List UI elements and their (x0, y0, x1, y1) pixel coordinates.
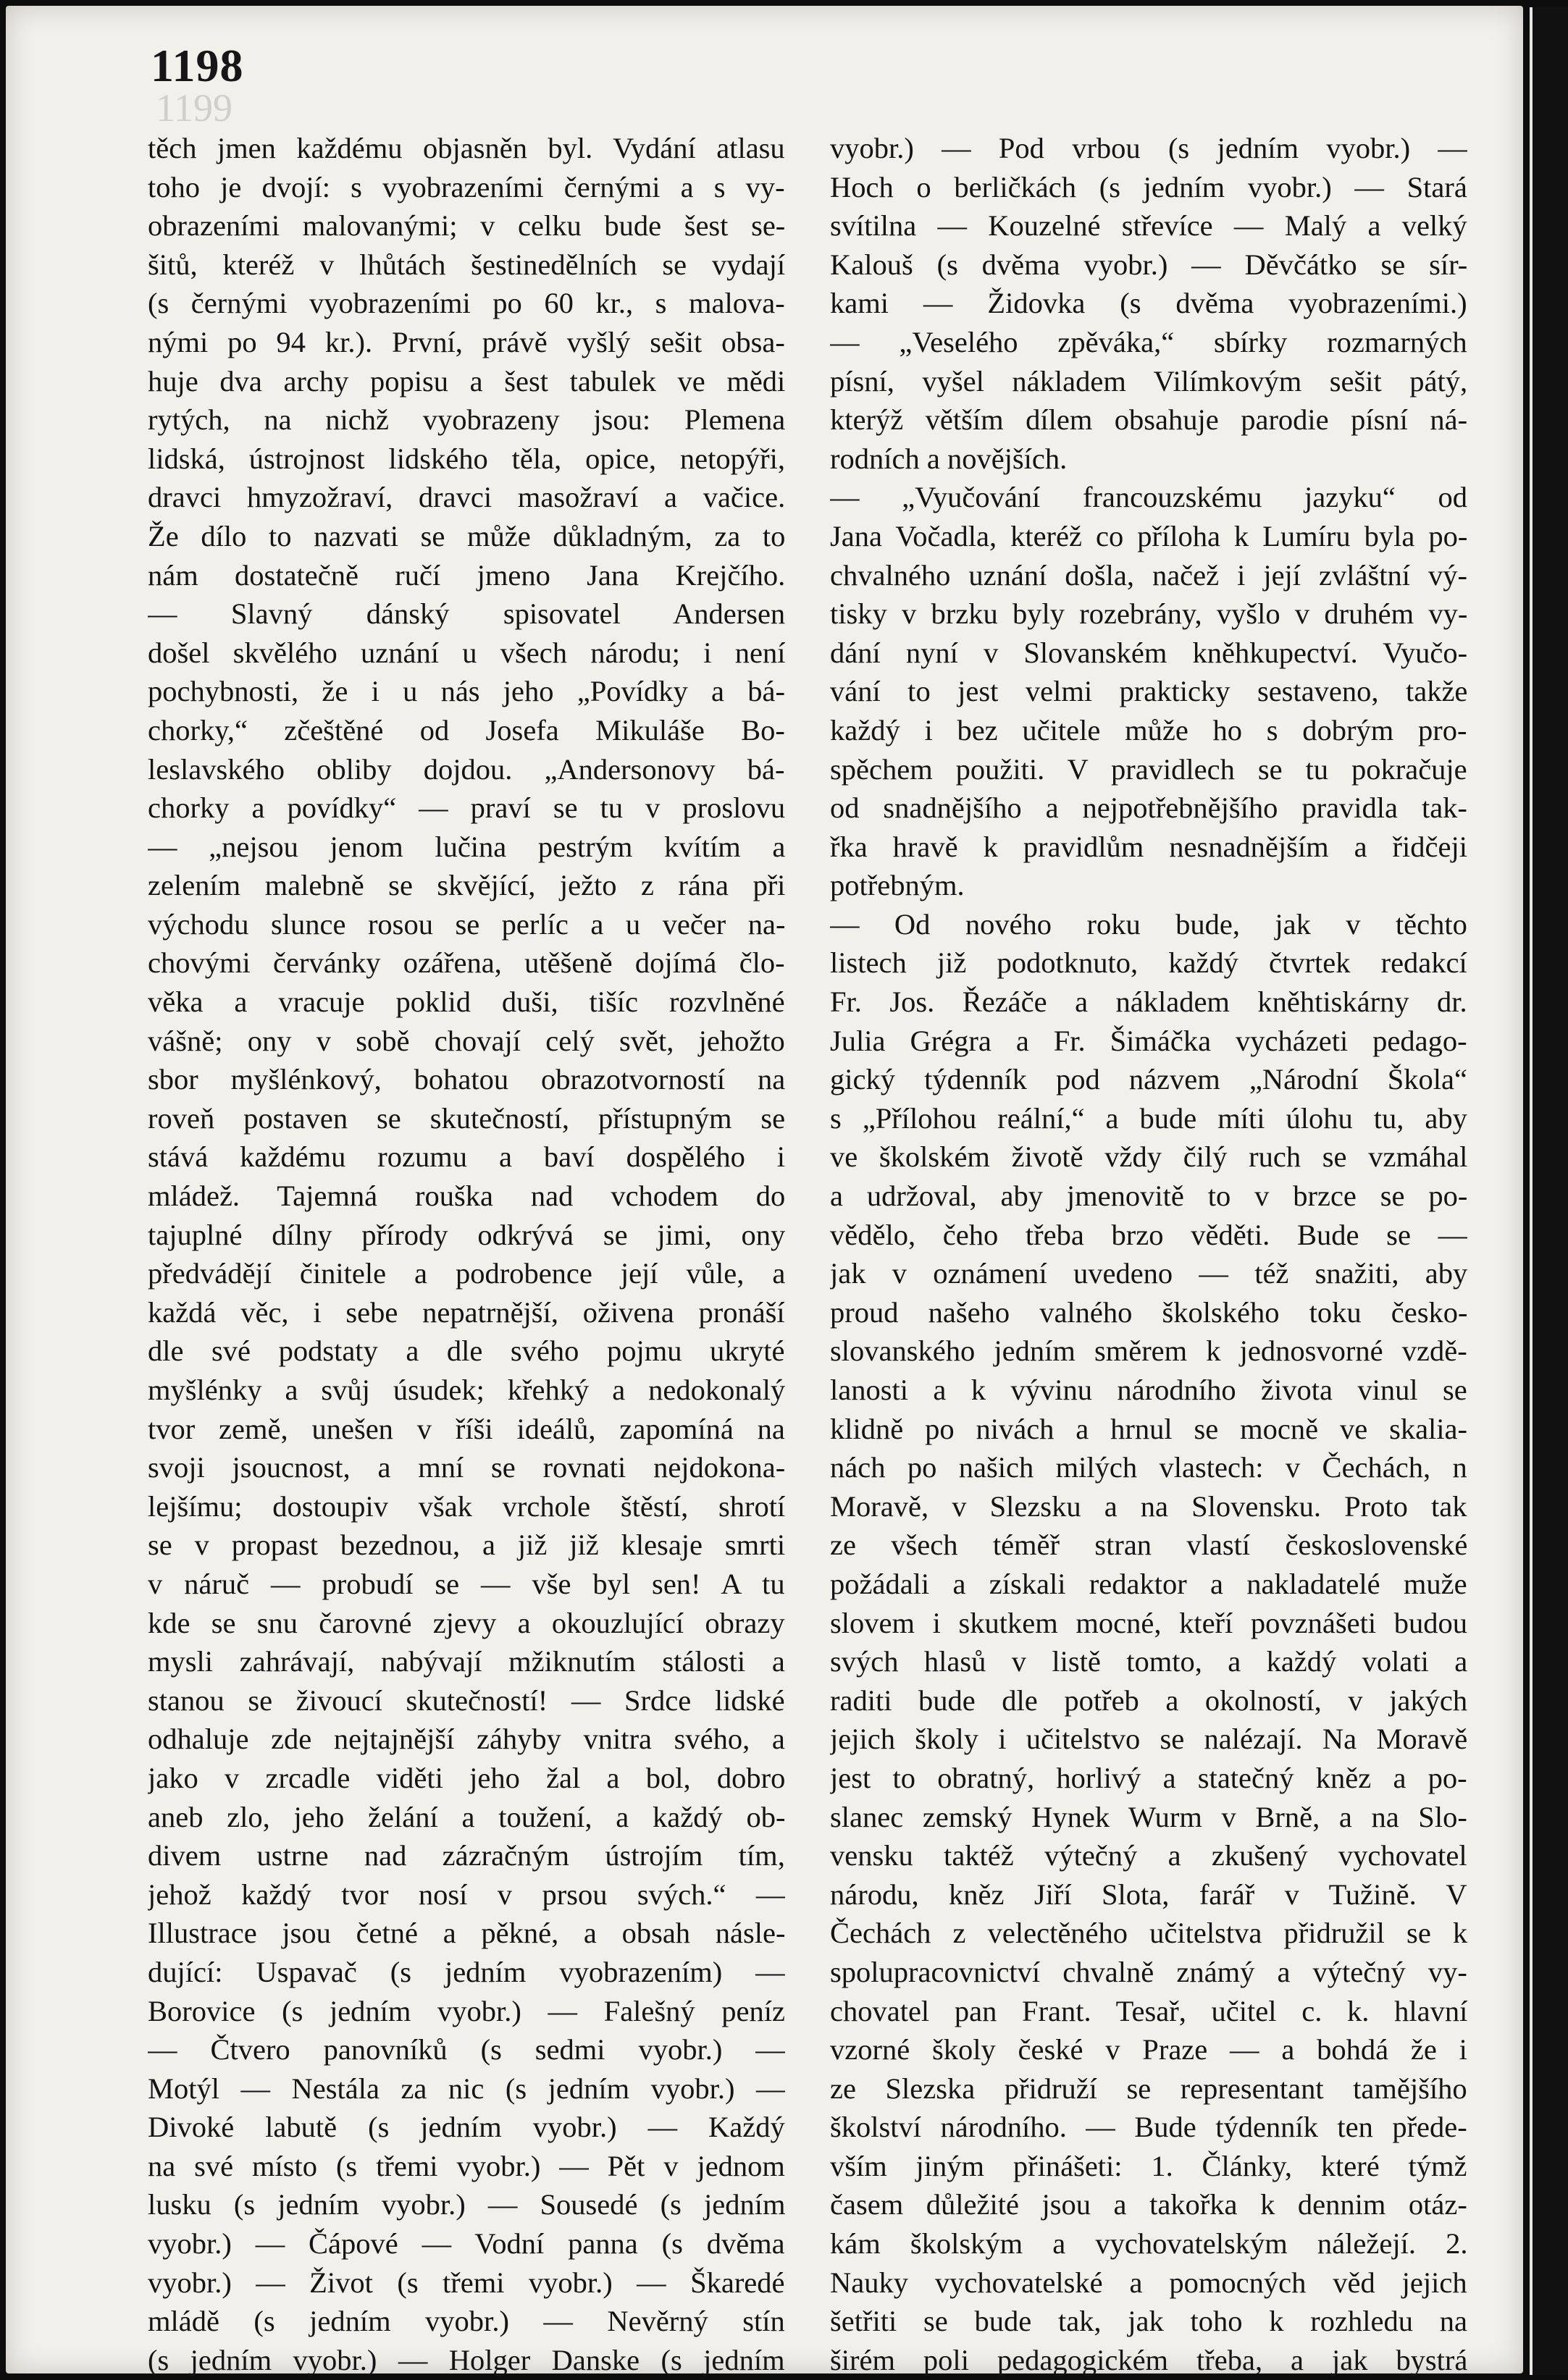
text-line: spěchem použiti. V pravidlech se tu pokračuje (830, 752, 1467, 786)
text-line: tisky v brzku byly rozebrány, vyšlo v druhém vy- (830, 597, 1467, 631)
text-line: myšlénky a svůj úsudek; křehký a nedokonalý (148, 1374, 785, 1406)
text-line: dující: Uspavač (s jedním vyobrazením) — (148, 1955, 785, 1988)
text-line: a udržoval, aby jmenovitě to v brzce se po- (830, 1180, 1467, 1213)
text-line: vyobr.) — Pod vrbou (s jedním vyobr.) — (830, 132, 1467, 164)
text-line: slanec zemský Hynek Wurm v Brně, a na Slo- (830, 1800, 1467, 1833)
text-line: ze všech téměř stran vlastí československé (830, 1529, 1467, 1562)
text-line: písní, vyšel nákladem Vilímkovým sešit pátý, (830, 364, 1467, 398)
text-line: jest to obratný, horlivý a statečný kněz a po- (830, 1761, 1467, 1794)
text-line: dravci hmyzožraví, dravci masožraví a vačice. (148, 481, 785, 514)
text-line: Nauky vychovatelské a pomocných věd jejich (830, 2266, 1467, 2299)
text-line: chovatel pan Frant. Tesař, učitel c. k. hlavní (830, 1994, 1467, 2027)
text-line: — Čtvero panovníků (s sedmi vyobr.) — (148, 2033, 785, 2066)
text-line: slovem i skutkem mocné, kteří povznášeti budou (830, 1606, 1467, 1639)
text-line: národu, kněz Jiří Slota, farář v Tužině. V (830, 1877, 1467, 1911)
text-line: chvalného uznání došla, načež i její zvláštní vý- (830, 558, 1467, 592)
text-line: pochybnosti, že i u nás jeho „Povídky a bá- (148, 675, 785, 708)
text-line: Čechách z velectěného učitelstva přidružil se k (830, 1917, 1467, 1950)
adjacent-page-edge (1530, 7, 1568, 2375)
text-line: těch jmen každému objasněn byl. Vydání atlasu (148, 132, 785, 164)
text-line: kterýž větším dílem obsahuje parodie písní ná- (830, 403, 1467, 437)
text-line: slovanského jedním směrem k jednosvorné vzdě- (830, 1334, 1467, 1368)
text-line: časem důležité jsou a takořka k dennim otáz- (830, 2188, 1467, 2221)
text-line: nými po 94 kr.). První, právě vyšlý sešit obsa- (148, 325, 785, 358)
text-line: toho je dvojí: s vyobrazeními černými a s vy- (148, 170, 785, 203)
page-number: 1198 (151, 40, 244, 91)
text-line: nách po našich milých vlastech: v Čechách, n (830, 1451, 1467, 1484)
text-line: (s jedním vyobr.) — Holger Danske (s jedním (148, 2343, 785, 2376)
text-line: Borovice (s jedním vyobr.) — Falešný peníz (148, 1994, 785, 2027)
left-text-column (148, 129, 785, 2379)
text-line: tajuplné dílny přírody odkrývá se jimi, ony (148, 1218, 785, 1251)
text-line: mládě (s jedním vyobr.) — Nevěrný stín (148, 2305, 785, 2338)
text-line: vyobr.) — Život (s třemi vyobr.) — Škaredé (148, 2266, 785, 2299)
text-line: předvádějí činitele a podrobence její vůle, a (148, 1257, 785, 1290)
text-line: (s černými vyobrazeními po 60 kr., s malova- (148, 287, 785, 320)
text-line: lidská, ústrojnost lidského těla, opice, netopýři, (148, 442, 785, 475)
text-line: každý i bez učitele může ho s dobrým pro- (830, 713, 1467, 747)
text-line: vyobr.) — Čápové — Vodní panna (s dvěma (148, 2227, 785, 2261)
text-line: svých hlasů v listě tomto, a každý volati a (830, 1645, 1467, 1678)
text-line: — „Vyučování francouzskému jazyku“ od (830, 481, 1467, 514)
text-line: mládež. Tajemná rouška nad vchodem do (148, 1180, 785, 1213)
text-line: kám školským a vychovatelským náležejí. 2. (830, 2227, 1467, 2261)
text-line: Julia Grégra a Fr. Šimáčka vycházeti pedago- (830, 1024, 1467, 1057)
text-line: školství národního. — Bude týdenník ten přede- (830, 2111, 1467, 2144)
text-line: chovými červánky ozářena, utěšeně dojímá člo- (148, 946, 785, 980)
text-line: Motýl — Nestála za nic (s jedním vyobr.) — (148, 2072, 785, 2105)
text-line: proud našeho valného školského toku česko- (830, 1295, 1467, 1329)
text-line: vědělo, čeho třeba brzo věděti. Bude se — (830, 1218, 1467, 1251)
text-line: vání to jest velmi prakticky sestaveno, takže (830, 675, 1467, 708)
text-line: vensku taktéž výtečný a zkušený vychovatel (830, 1839, 1467, 1872)
text-line: spolupracovnictví chvalně známý a výtečný vy- (830, 1955, 1467, 1988)
text-line: Divoké labutě (s jedním vyobr.) — Každý (148, 2111, 785, 2144)
text-line: stává každému rozumu a baví dospělého i (148, 1140, 785, 1174)
text-line: ve školském životě vždy čilý ruch se vzmáhal (830, 1140, 1467, 1174)
text-line: kde se snu čarovné zjevy a okouzlující obrazy (148, 1606, 785, 1639)
text-line: každá věc, i sebe nepatrnější, oživena pronáší (148, 1295, 785, 1329)
text-line: jako v zrcadle viděti jeho žal a bol, dobro (148, 1761, 785, 1794)
text-line: na své místo (s třemi vyobr.) — Pět v jednom (148, 2149, 785, 2182)
text-line: chorky a povídky“ — praví se tu v proslovu (148, 791, 785, 825)
text-line: rodních a novějších. (830, 442, 1068, 475)
text-line: divem ustrne nad zázračným ústrojím tím, (148, 1839, 785, 1872)
text-line: Fr. Jos. Řezáče a nákladem kněhtiskárny dr. (830, 985, 1467, 1019)
text-line: širém poli pedagogickém třeba, a jak bystrá (830, 2343, 1467, 2376)
text-line: odhaluje zde nejtajnější záhyby vnitra svého, a (148, 1723, 785, 1756)
text-line: leslavského obliby dojdou. „Andersonovy bá- (148, 752, 785, 786)
text-line: Hoch o berličkách (s jedním vyobr.) — Stará (830, 170, 1467, 203)
text-line: vzorné školy české v Praze — a bohdá že i (830, 2033, 1467, 2066)
text-line: kami — Židovka (s dvěma vyobrazeními.) (830, 287, 1467, 320)
text-line: Kalouš (s dvěma vyobr.) — Děvčátko se sír- (830, 248, 1467, 281)
text-line: Že dílo to nazvati se může důkladným, za to (148, 519, 785, 552)
text-line: šitů, kteréž v lhůtách šestinedělních se vydají (148, 248, 785, 281)
text-line: — Slavný dánský spisovatel Andersen (148, 597, 785, 631)
text-line: vším jiným přinášeti: 1. Články, které týmž (830, 2149, 1467, 2182)
text-line: chorky,“ zčeštěné od Josefa Mikuláše Bo- (148, 713, 785, 747)
text-line: gický týdenník pod názvem „Národní Škola“ (830, 1063, 1467, 1096)
text-line: dání nyní v Slovanském kněhkupectví. Vyučo- (830, 636, 1467, 669)
text-line: nám dostatečně ručí jmeno Jana Krejčího. (148, 558, 785, 592)
text-line: lusku (s jedním vyobr.) — Sousedé (s jedním (148, 2188, 785, 2221)
text-line: Moravě, v Slezsku a na Slovensku. Proto tak (830, 1489, 1467, 1523)
text-line: řka hravě k pravidlům nesnadnějším a řidčeji (830, 830, 1467, 863)
text-line: — Od nového roku bude, jak v těchto (830, 907, 1467, 941)
text-line: zelením malebně se skvějící, ježto z rána při (148, 869, 785, 902)
text-line: rytých, na nichž vyobrazeny jsou: Plemena (148, 403, 785, 437)
text-line: lanosti a k vývinu národního života vinul se (830, 1374, 1467, 1406)
text-line: roveň postaven se skutečností, přístupným se (148, 1101, 785, 1135)
text-line: obrazeními malovanými; v celku bude šest se- (148, 209, 785, 243)
text-line: svítilna — Kouzelné střevíce — Malý a velký (830, 209, 1467, 243)
text-line: věka a vracuje poklid duši, tišíc rozvlněné (148, 985, 785, 1019)
text-line: jejich školy i učitelstvo se nalézají. Na Moravě (830, 1723, 1467, 1756)
text-line: Jana Vočadla, kteréž co příloha k Lumíru byla po- (830, 519, 1467, 552)
text-line: huje dva archy popisu a šest tabulek ve mědi (148, 364, 785, 398)
text-line: raditi bude dle potřeb a okolností, v jakých (830, 1683, 1467, 1717)
text-line: se v propast bezednou, a již již klesaje smrti (148, 1529, 785, 1562)
text-line: stanou se živoucí skutečností! — Srdce lidské (148, 1683, 785, 1717)
text-line: lejšímu; dostoupiv však vrchole štěstí, shrotí (148, 1489, 785, 1523)
text-line: v náruč — probudí se — vše byl sen! A tu (148, 1567, 785, 1600)
text-line: — „nejsou jenom lučina pestrým kvítím a (148, 830, 785, 863)
text-line: svoji jsoucnost, a mní se rovnati nejdokona- (148, 1451, 785, 1484)
right-text-column (830, 129, 1467, 2379)
text-line: dle své podstaty a dle svého pojmu ukryté (148, 1334, 785, 1368)
text-line: listech již podotknuto, každý čtvrtek redakcí (830, 946, 1467, 980)
text-line: jak v oznámení uvedeno — též snažiti, aby (830, 1257, 1467, 1290)
text-line: od snadnějšího a nejpotřebnějšího pravidla tak- (830, 791, 1467, 825)
text-line: ze Slezska přidruží se representant tamějšího (830, 2072, 1467, 2105)
text-line: došel skvělého uznání u všech národu; i není (148, 636, 785, 669)
text-line: mysli zahrávají, nabývají mžiknutím stálosti a (148, 1645, 785, 1678)
bleed-through-page-number: 1199 (156, 86, 232, 130)
text-line: s „Přílohou reální,“ a bude míti úlohu tu, aby (830, 1101, 1467, 1135)
text-line: sbor myšlénkový, bohatou obrazotvorností na (148, 1063, 785, 1096)
text-line: východu slunce rosou se perlíc a u večer na- (148, 907, 785, 941)
text-line: tvor země, unešen v říši ideálů, zapomíná na (148, 1412, 785, 1445)
text-line: potřebným. (830, 869, 965, 902)
text-line: Illustrace jsou četné a pěkné, a obsah násle- (148, 1917, 785, 1950)
text-line: — „Veselého zpěváka,“ sbírky rozmarných (830, 325, 1467, 358)
text-line: šetřiti se bude tak, jak toho k rozhledu na (830, 2305, 1467, 2338)
text-line: vášně; ony v sobě chovají celý svět, jehožto (148, 1024, 785, 1057)
text-line: jehož každý tvor nosí v prsou svých.“ — (148, 1877, 785, 1911)
text-line: klidně po nivách a hrnul se mocně ve skalia- (830, 1412, 1467, 1445)
text-line: požádali a získali redaktor a nakladatelé muže (830, 1567, 1467, 1600)
text-line: aneb zlo, jeho želání a toužení, a každý ob- (148, 1800, 785, 1833)
